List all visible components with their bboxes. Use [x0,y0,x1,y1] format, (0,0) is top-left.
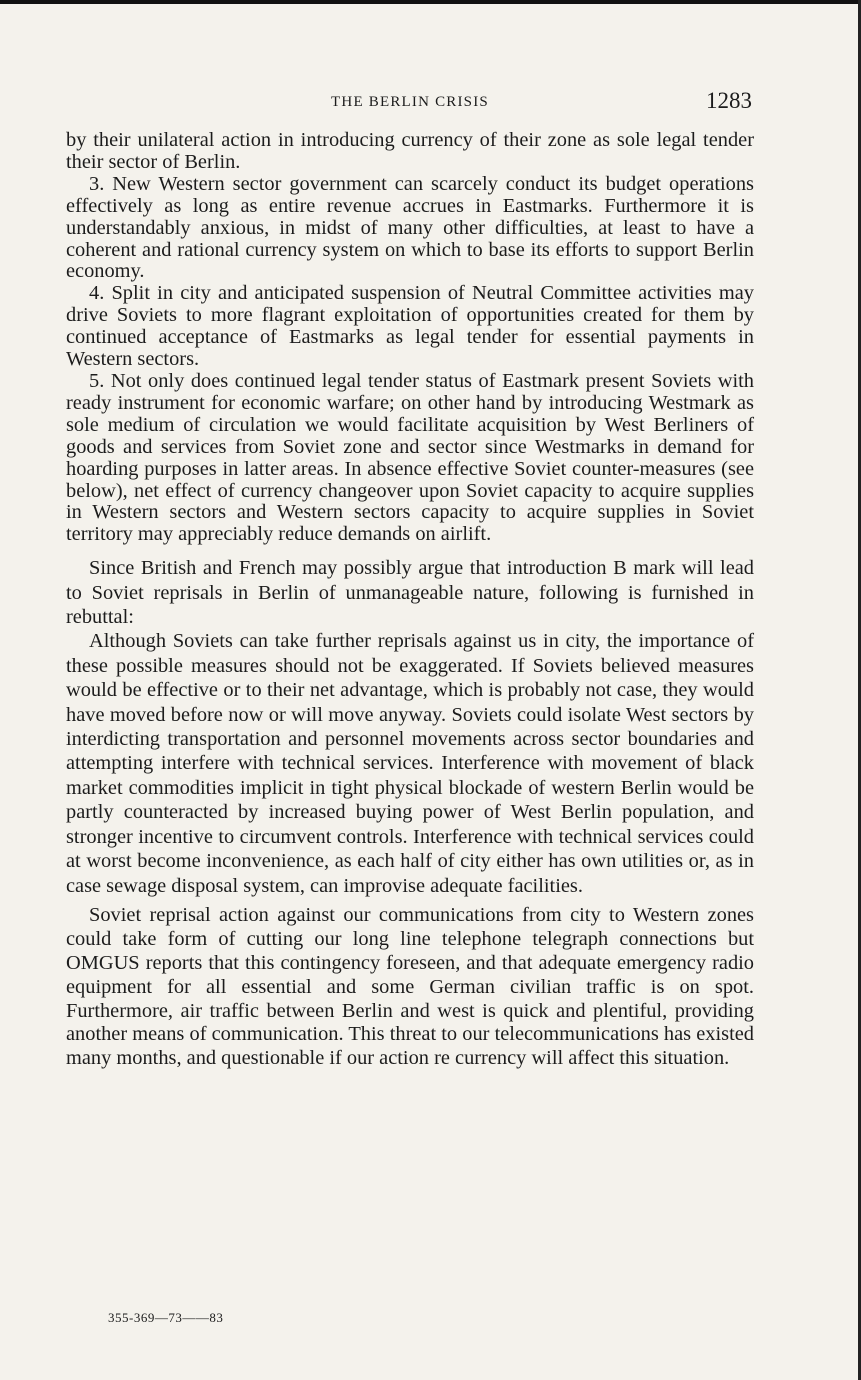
rebuttal-section [66,556,754,898]
paragraph-reprisals: Although Soviets can take further reprisals against us in city, the importance of these possible measures should not be exaggerated. If Soviets believed measures would be effective or to their net advantage, which is probably not case, they would have moved before now or will move anyway. Soviets could isolate West sectors by interdicting transportation and personnel movements across sector boundaries and attempting interfere with technical services. Interference with movement of black market commodities implicit in tight physical blockade of western Berlin would be partly counteracted by increased buying power of West Berlin population, and stronger incentive to circumvent controls. Interference with technical services could at worst become inconvenience, as each half of city either has own utilities or, as in case sewage disposal system, can improvise adequate facilities. [66,630,754,897]
paragraph-continued: by their unilateral action in introducing currency of their zone as sole legal tender their sector of Berlin. [66,129,754,173]
paragraph-point-5: 5. Not only does continued legal tender status of Eastmark present Soviets with ready instrument for economic warfare; on other hand by introducing Westmark as sole medium of circulation we would facilitate acquisition by West Berliners of goods and services from Soviet zone and sector since Westmarks in demand for hoarding purposes in latter areas. In absence effective Soviet counter-measures (see below), net effect of currency changeover upon Soviet capacity to acquire supplies in Western sectors and Western sectors capacity to acquire supplies in Soviet territory may appreciably reduce demands on airlift. [66,369,754,546]
paragraph-rebuttal-intro: Since British and French may possibly argue that introduction B mark will lead to Soviet reprisals in Berlin of unmanageable nature, following is furnished in rebuttal: [66,557,754,629]
paragraph-communications: Soviet reprisal action against our communications from city to Western zones could take form of cutting our long line telephone telegraph connections but OMGUS reports that this contingency foreseen, and that adequate emergency radio equipment for all essential and some German civilian traffic is on spot. Furthermore, air traffic between Berlin and west is quick and plentiful, providing another means of communication. This threat to our telecommunications has existed many months, and questionable if our action re currency will affect this situation. [66,903,754,1070]
print-code: 355-369—73——83 [108,1310,224,1325]
page-top-edge [0,0,861,4]
paragraph-point-3: 3. New Western sector government can scarcely conduct its budget operations effectively as long as entire revenue accrues in Eastmarks. Furthermore it is understandably anxious, in midst of many other difficulties, at least to have a coherent and rational currency system on which to base its efforts to support Berlin economy. [66,172,754,283]
paragraph-point-4: 4. Split in city and anticipated suspension of Neutral Committee activities may drive Soviets to more flagrant exploitation of opportunities created for them by continued acceptance of Eastmarks as legal tender for essential payments in Western sectors. [66,282,754,371]
running-head: THE BERLIN CRISIS [331,94,489,110]
page-number: 1283 [706,88,752,113]
communications-section [66,904,754,1071]
document-body [66,130,754,1071]
page-header [66,88,754,118]
numbered-points-section [66,130,754,546]
section-gap [66,546,754,556]
